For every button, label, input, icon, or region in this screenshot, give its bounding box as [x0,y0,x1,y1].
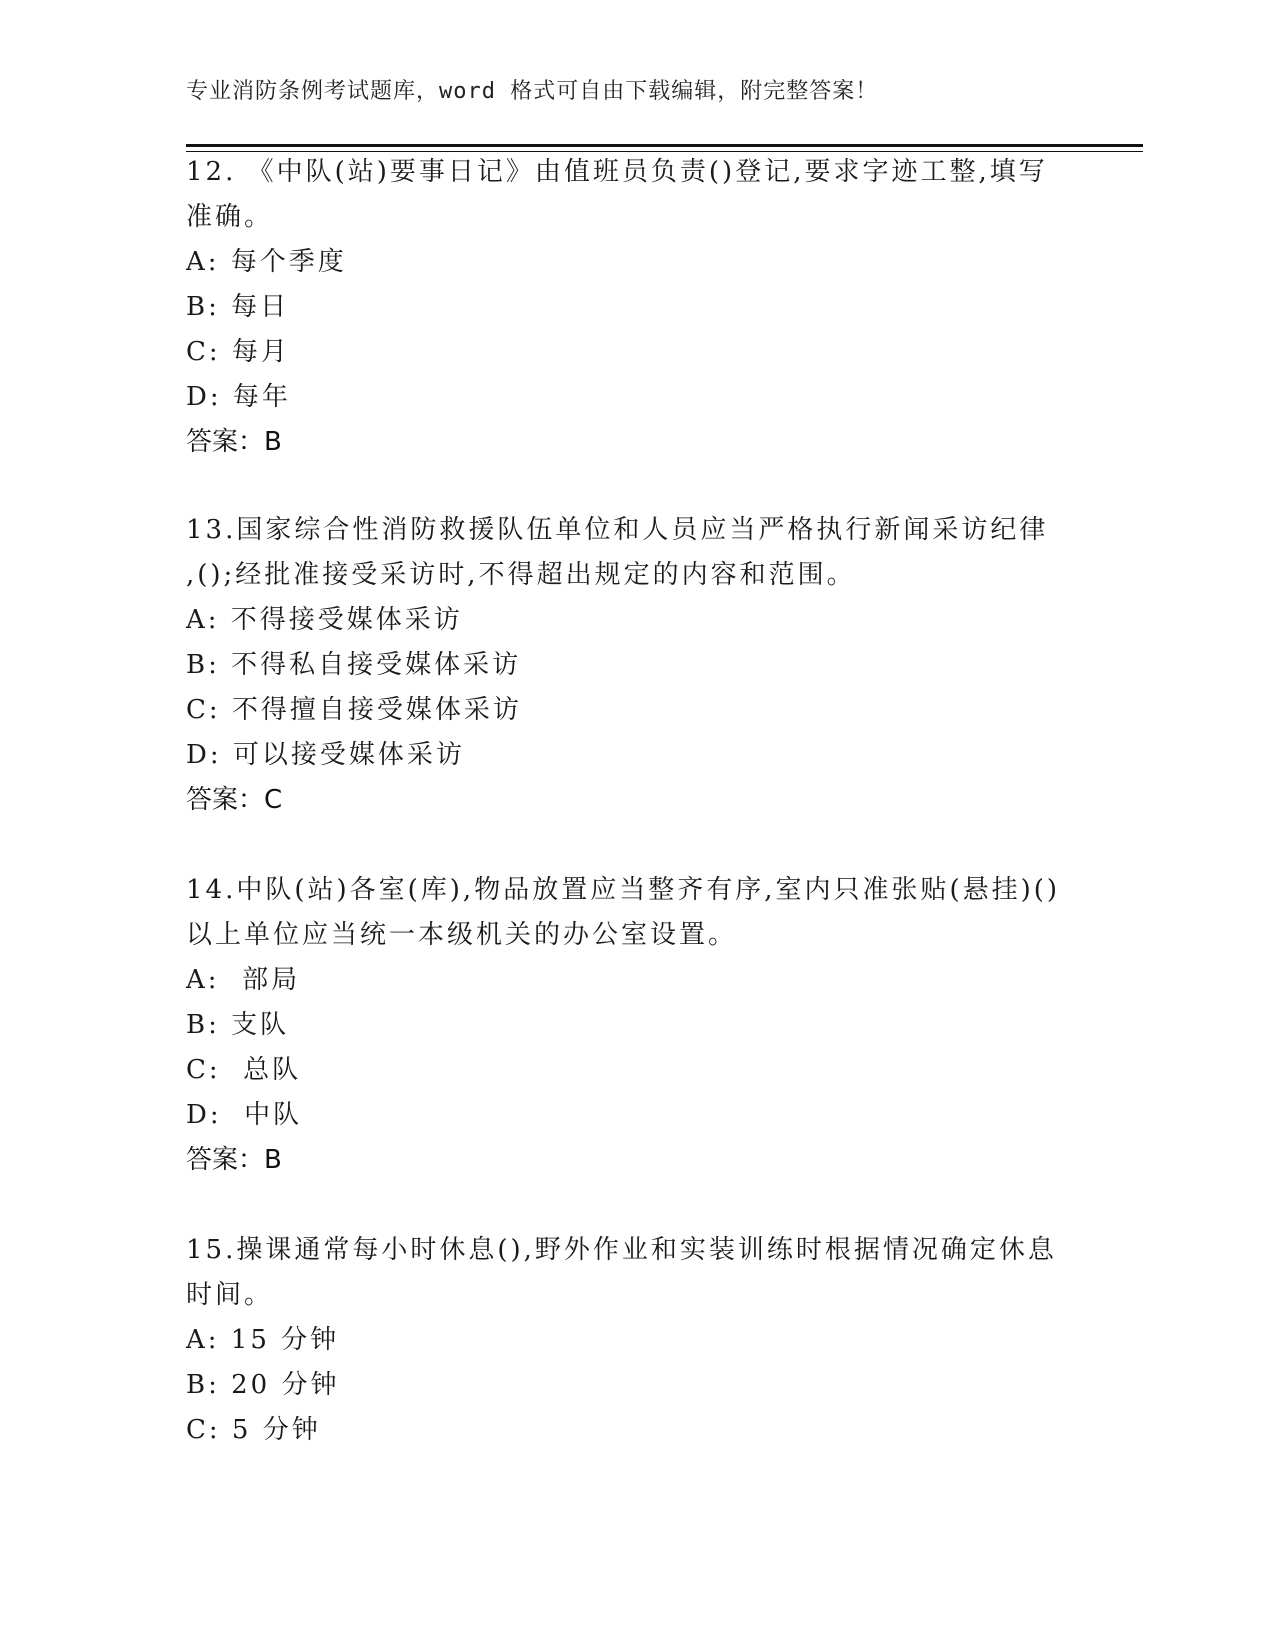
option-a: A: 部局 [186,965,301,995]
option-c: C: 不得擅自接受媒体采访 [186,695,522,725]
option-c: C: 每月 [186,337,290,367]
question-text-line1: 15.操课通常每小时休息(),野外作业和实装训练时根据情况确定休息 [186,1235,1057,1265]
question-text-line2: 时间。 [186,1280,274,1310]
answer-label: 答案：C [186,785,283,815]
answer-label: 答案：B [186,427,282,457]
option-c: C: 总队 [186,1055,302,1085]
question-text-line1: 14.中队(站)各室(库),物品放置应当整齐有序,室内只准张贴(悬挂)() [186,875,1061,905]
option-d: D: 可以接受媒体采访 [186,740,465,770]
option-a: A: 不得接受媒体采访 [186,605,463,635]
option-a: A: 15 分钟 [186,1325,340,1355]
option-d: D: 中队 [186,1100,303,1130]
answer-label: 答案：B [186,1145,282,1175]
header-divider-thick [186,144,1143,147]
option-b: B: 20 分钟 [186,1370,340,1400]
question-text-line2: 以上单位应当统一本级机关的办公室设置。 [186,920,738,950]
question-text-line1: 12. 《中队(站)要事日记》由值班员负责()登记,要求字迹工整,填写 [186,157,1048,187]
option-b: B: 支队 [186,1010,290,1040]
question-text-line2: ,();经批准接受采访时,不得超出规定的内容和范围。 [186,560,856,590]
question-14 [186,868,1066,1183]
header-banner: 专业消防条例考试题库，word 格式可自由下载编辑，附完整答案！ [186,79,879,104]
question-15 [186,1228,1066,1453]
option-b: B: 每日 [186,292,290,322]
question-13 [186,508,1066,823]
option-a: A: 每个季度 [186,247,347,277]
question-text-line2: 准确。 [186,202,274,232]
question-12 [186,150,1066,465]
option-c: C: 5 分钟 [186,1415,321,1445]
question-text-line1: 13.国家综合性消防救援队伍单位和人员应当严格执行新闻采访纪律 [186,515,1049,545]
option-b: B: 不得私自接受媒体采访 [186,650,522,680]
option-d: D: 每年 [186,382,291,412]
